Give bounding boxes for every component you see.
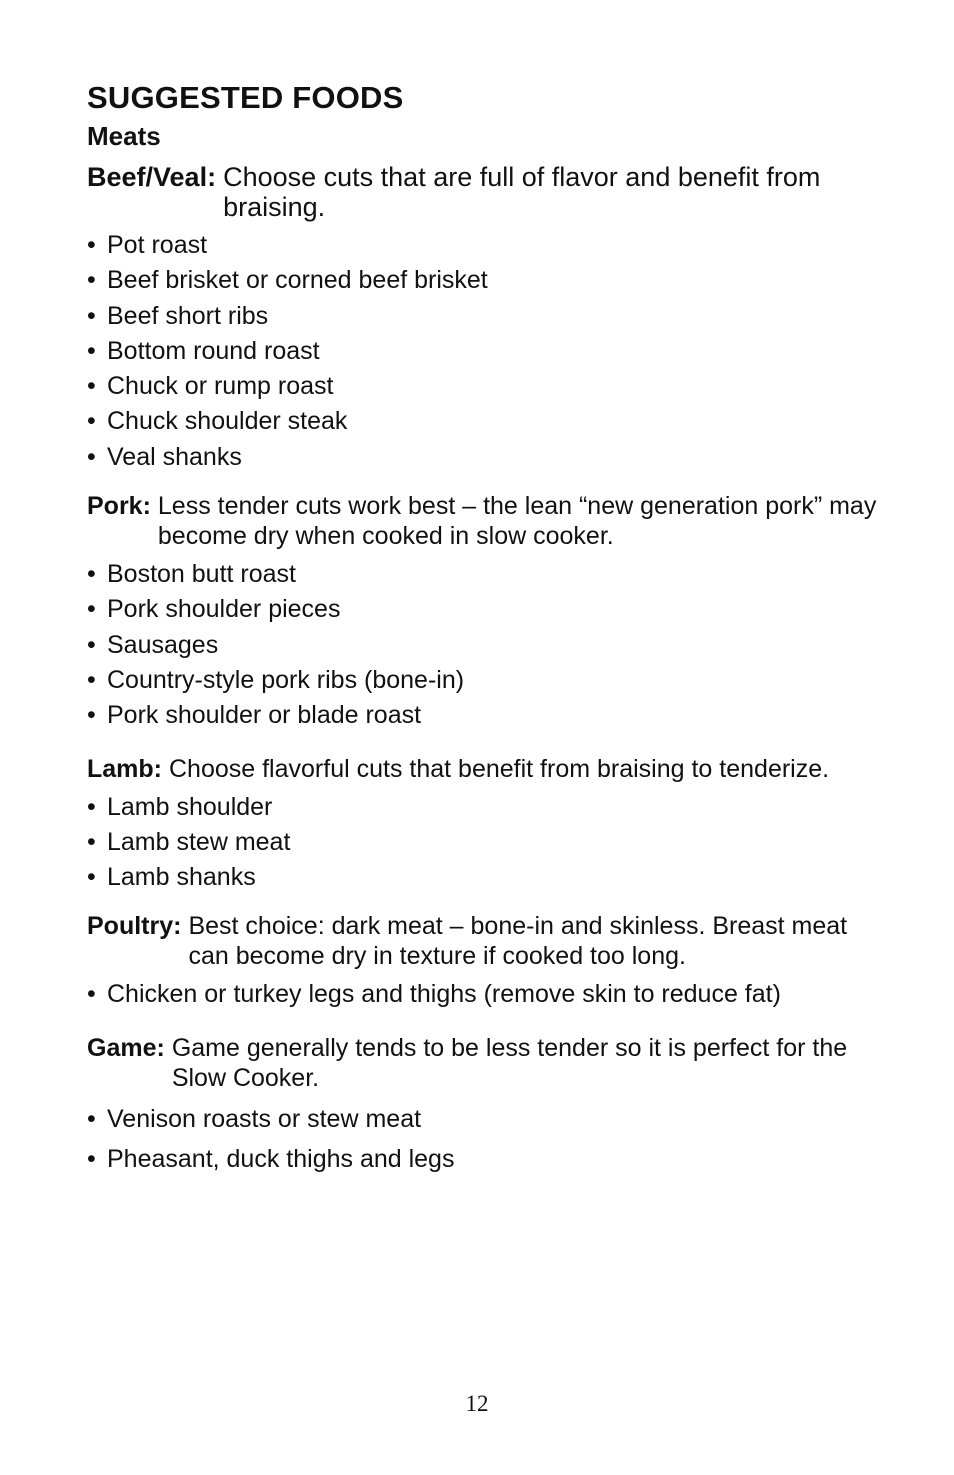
category-label: Lamb: bbox=[87, 754, 162, 783]
category-label: Poultry: bbox=[87, 912, 182, 941]
page-title: SUGGESTED FOODS bbox=[87, 80, 404, 115]
list-item: • Boston butt roast bbox=[87, 557, 877, 592]
list-item: • Chicken or turkey legs and thighs (remove skin to reduce fat) bbox=[87, 977, 877, 1012]
list-item: • Veal shanks bbox=[87, 440, 877, 475]
category-description: Choose flavorful cuts that benefit from braising to tenderize. bbox=[169, 754, 830, 783]
page-number: 12 bbox=[465, 1391, 489, 1416]
list-item: • Pork shoulder or blade roast bbox=[87, 698, 877, 733]
list-item: • Chuck shoulder steak bbox=[87, 404, 877, 439]
page-content bbox=[87, 80, 877, 1179]
food-list-poultry bbox=[87, 977, 877, 1012]
category-label: Game: bbox=[87, 1033, 165, 1062]
list-item: • Sausages bbox=[87, 628, 877, 663]
list-item: • Country-style pork ribs (bone-in) bbox=[87, 663, 877, 698]
category-description: Less tender cuts work best – the lean “new generation pork” may become dry when cooked in slow cooker. bbox=[157, 492, 877, 551]
food-list-beef-veal bbox=[87, 228, 877, 475]
list-item: • Lamb shoulder bbox=[87, 790, 877, 825]
list-item: • Beef brisket or corned beef brisket bbox=[87, 263, 877, 298]
category-game bbox=[87, 1033, 877, 1093]
category-beef-veal bbox=[87, 162, 877, 222]
food-list-lamb bbox=[87, 790, 877, 896]
category-lamb bbox=[87, 754, 877, 784]
list-item: • Venison roasts or stew meat bbox=[87, 1099, 877, 1139]
list-item: • Lamb stew meat bbox=[87, 825, 877, 860]
category-label: Pork: bbox=[87, 492, 151, 521]
category-poultry bbox=[87, 911, 877, 971]
list-item: • Bottom round roast bbox=[87, 334, 877, 369]
category-description: Game generally tends to be less tender so it is perfect for the Slow Cooker. bbox=[171, 1033, 848, 1092]
list-item: • Beef short ribs bbox=[87, 299, 877, 334]
list-item: • Pot roast bbox=[87, 228, 877, 263]
section-heading-meats: Meats bbox=[87, 121, 161, 151]
list-item: • Lamb shanks bbox=[87, 860, 877, 895]
list-item: • Pork shoulder pieces bbox=[87, 592, 877, 627]
food-list-pork bbox=[87, 557, 877, 733]
list-item: • Chuck or rump roast bbox=[87, 369, 877, 404]
list-item: • Pheasant, duck thighs and legs bbox=[87, 1139, 877, 1179]
category-description: Choose cuts that are full of flavor and benefit from braising. bbox=[223, 162, 821, 222]
food-list-game bbox=[87, 1099, 877, 1179]
category-label: Beef/Veal: bbox=[87, 162, 217, 192]
category-description: Best choice: dark meat – bone-in and skinless. Breast meat can become dry in texture if cooked too long. bbox=[188, 912, 848, 971]
category-pork bbox=[87, 491, 877, 551]
